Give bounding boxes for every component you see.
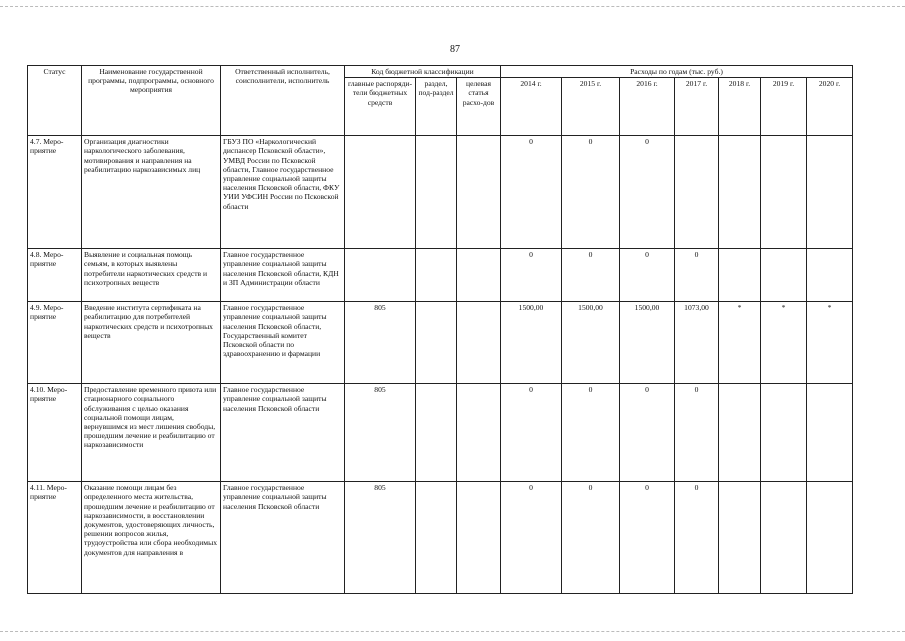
responsible-cell: Главное государственное управление социальной защиты населения Псковской области <box>221 384 345 482</box>
name-cell: Выявление и социальная помощь семьям, в которых выявлены потребители наркотических средств и психотропных веществ <box>82 249 221 302</box>
value-2015: 0 <box>562 136 620 249</box>
header-expenses-group: Расходы по годам (тыс. руб.) <box>501 66 853 78</box>
value-2014: 0 <box>501 136 562 249</box>
value-2018 <box>719 384 761 482</box>
value-2016: 0 <box>620 249 675 302</box>
status-cell: 4.8. Меро-приятие <box>28 249 82 302</box>
section-cell <box>416 482 457 594</box>
status-cell: 4.9. Меро-приятие <box>28 302 82 384</box>
value-2019 <box>761 249 807 302</box>
header-section: раздел, под-раздел <box>416 78 457 136</box>
table-row <box>28 249 853 302</box>
status-cell: 4.11. Меро-приятие <box>28 482 82 594</box>
value-2015: 0 <box>562 384 620 482</box>
value-2020 <box>807 249 853 302</box>
value-2015: 1500,00 <box>562 302 620 384</box>
budget-table <box>27 65 853 594</box>
grbs-cell: 805 <box>345 384 416 482</box>
header-target: целевая статья расхо-дов <box>457 78 501 136</box>
value-2016: 0 <box>620 136 675 249</box>
name-cell: Предоставление временного приюта или стационарного социального обслуживания с целью оказания социальной помощи лицам, вернувшимся из мест лишения свободы, прошедшим лечение и реабилитацию от наркозависимости <box>82 384 221 482</box>
section-cell <box>416 136 457 249</box>
target-cell <box>457 249 501 302</box>
scan-edge-top <box>0 0 905 7</box>
responsible-cell: Главное государственное управление социальной защиты населения Псковской области, КДН и ЗП Администрации области <box>221 249 345 302</box>
table-row <box>28 136 853 249</box>
table-row <box>28 482 853 594</box>
header-year-2015: 2015 г. <box>562 78 620 136</box>
value-2020: * <box>807 302 853 384</box>
header-grbs: главные распоряди-тели бюджетных средств <box>345 78 416 136</box>
section-cell <box>416 384 457 482</box>
value-2017: 0 <box>675 482 719 594</box>
section-cell <box>416 249 457 302</box>
value-2017: 0 <box>675 384 719 482</box>
header-year-2020: 2020 г. <box>807 78 853 136</box>
header-year-2014: 2014 г. <box>501 78 562 136</box>
page-number: 87 <box>450 44 460 55</box>
value-2014: 0 <box>501 482 562 594</box>
target-cell <box>457 136 501 249</box>
status-cell: 4.7. Меро-приятие <box>28 136 82 249</box>
header-responsible: Ответственный исполнитель, соисполнители, исполнитель <box>221 66 345 136</box>
status-cell: 4.10. Меро-приятие <box>28 384 82 482</box>
header-name: Наименование государственной программы, подпрограммы, основного мероприятия <box>82 66 221 136</box>
header-year-2017: 2017 г. <box>675 78 719 136</box>
responsible-cell: ГБУЗ ПО «Наркологический диспансер Псковской области», УМВД России по Псковской области, Главное государственное управление социальной защиты населения Псковской области, ФКУ УИИ УФСИН России по Псковской области <box>221 136 345 249</box>
table-row <box>28 302 853 384</box>
header-row-1 <box>28 66 853 78</box>
section-cell <box>416 302 457 384</box>
header-status: Статус <box>28 66 82 136</box>
grbs-cell: 805 <box>345 302 416 384</box>
value-2016: 0 <box>620 384 675 482</box>
name-cell: Оказание помощи лицам без определенного места жительства, прошедшим лечение и реабилитацию от наркозависимости, в восстановлении документов, удостоверяющих личность, решении вопросов жилья, трудоустройства или сбора необходимых документов для направления в <box>82 482 221 594</box>
header-year-2019: 2019 г. <box>761 78 807 136</box>
grbs-cell <box>345 136 416 249</box>
value-2015: 0 <box>562 249 620 302</box>
value-2015: 0 <box>562 482 620 594</box>
table-row <box>28 384 853 482</box>
value-2019: * <box>761 302 807 384</box>
value-2019 <box>761 384 807 482</box>
value-2014: 1500,00 <box>501 302 562 384</box>
grbs-cell <box>345 249 416 302</box>
responsible-cell: Главное государственное управление социальной защиты населения Псковской области <box>221 482 345 594</box>
header-year-2018: 2018 г. <box>719 78 761 136</box>
value-2018 <box>719 482 761 594</box>
value-2017 <box>675 136 719 249</box>
header-budget-code-group: Код бюджетной классификации <box>345 66 501 78</box>
target-cell <box>457 482 501 594</box>
target-cell <box>457 384 501 482</box>
responsible-cell: Главное государственное управление социальной защиты населения Псковской области, Государственный комитет Псковской области по здравоохранению и фармации <box>221 302 345 384</box>
value-2019 <box>761 136 807 249</box>
header-year-2016: 2016 г. <box>620 78 675 136</box>
value-2014: 0 <box>501 249 562 302</box>
value-2016: 1500,00 <box>620 302 675 384</box>
value-2019 <box>761 482 807 594</box>
value-2018: * <box>719 302 761 384</box>
value-2018 <box>719 249 761 302</box>
name-cell: Организация диагностики наркологического заболевания, мотивирования и направления на реабилитацию наркозависимых лиц <box>82 136 221 249</box>
value-2016: 0 <box>620 482 675 594</box>
value-2020 <box>807 136 853 249</box>
value-2014: 0 <box>501 384 562 482</box>
value-2020 <box>807 384 853 482</box>
value-2017: 1073,00 <box>675 302 719 384</box>
value-2020 <box>807 482 853 594</box>
target-cell <box>457 302 501 384</box>
name-cell: Введение института сертификата на реабилитацию для потребителей наркотических средств и психотропных веществ <box>82 302 221 384</box>
value-2018 <box>719 136 761 249</box>
value-2017: 0 <box>675 249 719 302</box>
grbs-cell: 805 <box>345 482 416 594</box>
